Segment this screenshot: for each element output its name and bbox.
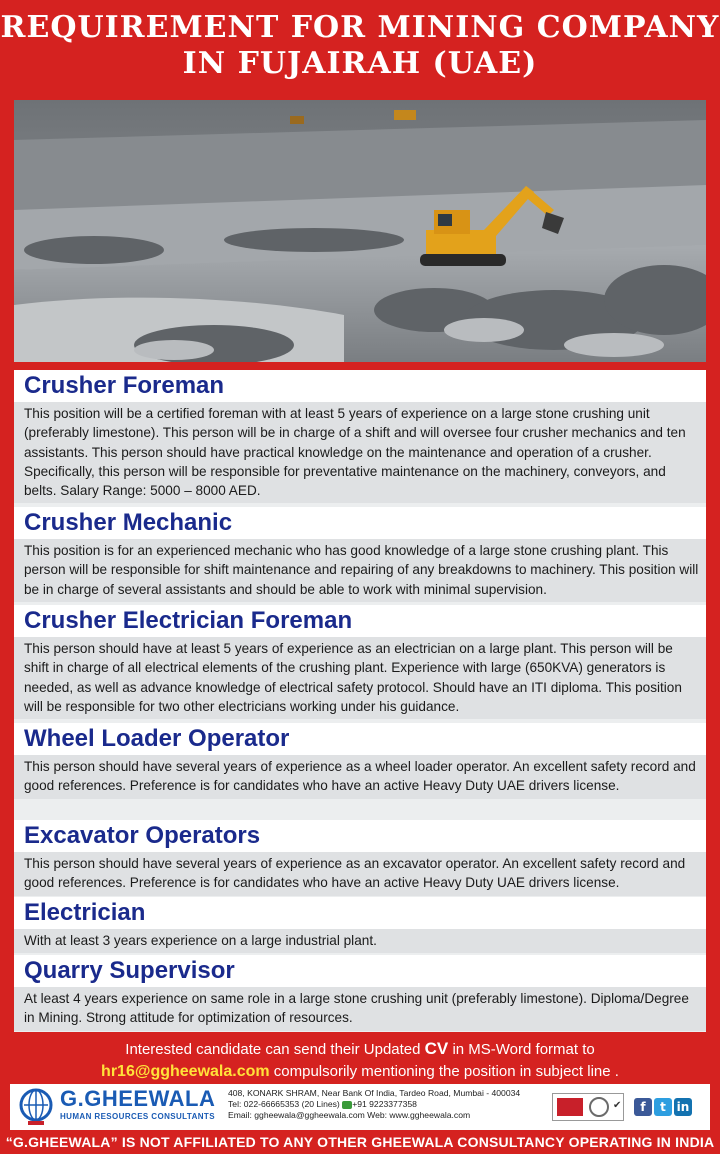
linkedin-icon[interactable]: in [674, 1098, 692, 1116]
job-description: This person should have at least 5 years of experience as an electrician on a large plant. This person will be shift in charge of all electrical elements of the crushing plant. Experience with large (650KVA) generators is needed, as well as advance knowledge of electrical safety protocol. Should have an ITI diploma. This position will be responsible for two other electricians working under his guidance. [14, 637, 706, 719]
job-description: This person should have several years of experience as an excavator operator. An excellent safety record and good references. Preference is for candidates who have an active Heavy Duty UAE drivers license. [14, 852, 706, 896]
job-section-wheel-loader-operator [14, 723, 706, 799]
company-address: 408, KONARK SHRAM, Near Bank Of India, Tardeo Road, Mumbai - 400034 [228, 1088, 521, 1098]
headline-line-2: IN FUJAIRAH (UAE) [182, 46, 538, 81]
job-title: Electrician [14, 897, 706, 929]
job-section-crusher-foreman [14, 370, 706, 503]
job-description: This position will be a certified foreman with at least 5 years of experience on a large stone crushing unit (preferably limestone). This person will be in charge of a shift and will oversee four crusher mechanics and ten assistants. This person should have practical knowledge on the maintenance and operation of a crusher. Specifically, this person will be responsible for preventative maintenance on the machinery, conveyors, and belts. Salary Range: 5000 – 8000 AED. [14, 402, 706, 503]
cv-label: CV [424, 1039, 449, 1058]
job-title: Quarry Supervisor [14, 955, 706, 987]
apply-line-2 [0, 1061, 720, 1083]
job-title: Crusher Foreman [14, 370, 706, 402]
seal-icon [589, 1097, 609, 1117]
company-email-web[interactable]: Email: ggheewala@ggheewala.com Web: www.ggheewala.com [228, 1110, 471, 1120]
social-links [634, 1098, 694, 1116]
job-title: Wheel Loader Operator [14, 723, 706, 755]
apply-email-link[interactable]: hr16@ggheewala.com [101, 1063, 270, 1080]
job-description: With at least 3 years experience on a large industrial plant. [14, 929, 706, 953]
apply-line-1 [0, 1034, 720, 1061]
mobile-icon [342, 1101, 352, 1109]
job-section-excavator-operators [14, 820, 706, 896]
phone-text: Tel: 022-66665353 (20 Lines) [228, 1099, 343, 1109]
job-description: This position is for an experienced mechanic who has good knowledge of a large stone crushing plant. This person will be responsible for shift maintenance and repairing of any breakdowns to machinery. This position will be in charge of several assistants and should be able to work with minimal supervision. [14, 539, 706, 602]
mobile-number: +91 9223377358 [352, 1099, 417, 1109]
globe-g-logo-icon [18, 1088, 54, 1126]
job-title: Crusher Mechanic [14, 507, 706, 539]
job-listings [14, 370, 706, 1032]
company-name: G.GHEEWALA [60, 1086, 216, 1111]
apply-instructions [0, 1034, 720, 1084]
job-section-quarry-supervisor [14, 955, 706, 1031]
certificate-badge-icon [557, 1098, 583, 1116]
certification-badges [552, 1093, 624, 1121]
company-tagline: HUMAN RESOURCES CONSULTANTS [60, 1112, 215, 1121]
company-phone [228, 1099, 520, 1110]
header-banner [0, 0, 720, 92]
quarry-illustration [14, 100, 706, 362]
mining-excavator-photo [14, 100, 706, 362]
job-description: This person should have several years of experience as a wheel loader operator. An excellent safety record and good references. Preference is for candidates who have an active Heavy Duty UAE drivers license. [14, 755, 706, 799]
check-icon: ✔ [613, 1100, 622, 1111]
twitter-icon[interactable]: t [654, 1098, 672, 1116]
apply-text-format: in MS-Word format to [448, 1041, 595, 1058]
job-section-electrician [14, 897, 706, 953]
job-title: Crusher Electrician Foreman [14, 605, 706, 637]
apply-text: Interested candidate can send their Updated [125, 1041, 425, 1058]
apply-subject-note: compulsorily mentioning the position in subject line . [269, 1063, 619, 1080]
facebook-icon[interactable]: f [634, 1098, 652, 1116]
company-logo [60, 1086, 215, 1121]
job-section-crusher-electrician-foreman [14, 605, 706, 719]
company-contact [228, 1088, 520, 1121]
company-footer [10, 1084, 710, 1130]
job-section-crusher-mechanic [14, 507, 706, 602]
job-description: At least 4 years experience on same role in a large stone crushing unit (preferably limestone). Diploma/Degree in Mining. Strong attitude for optimization of resources. [14, 987, 706, 1031]
job-title: Excavator Operators [14, 820, 706, 852]
headline-line-1: REQUIREMENT FOR MINING COMPANY [0, 10, 720, 45]
affiliation-disclaimer: “G.GHEEWALA” IS NOT AFFILIATED TO ANY OTHER GHEEWALA CONSULTANCY OPERATING IN INDIA [0, 1132, 720, 1154]
